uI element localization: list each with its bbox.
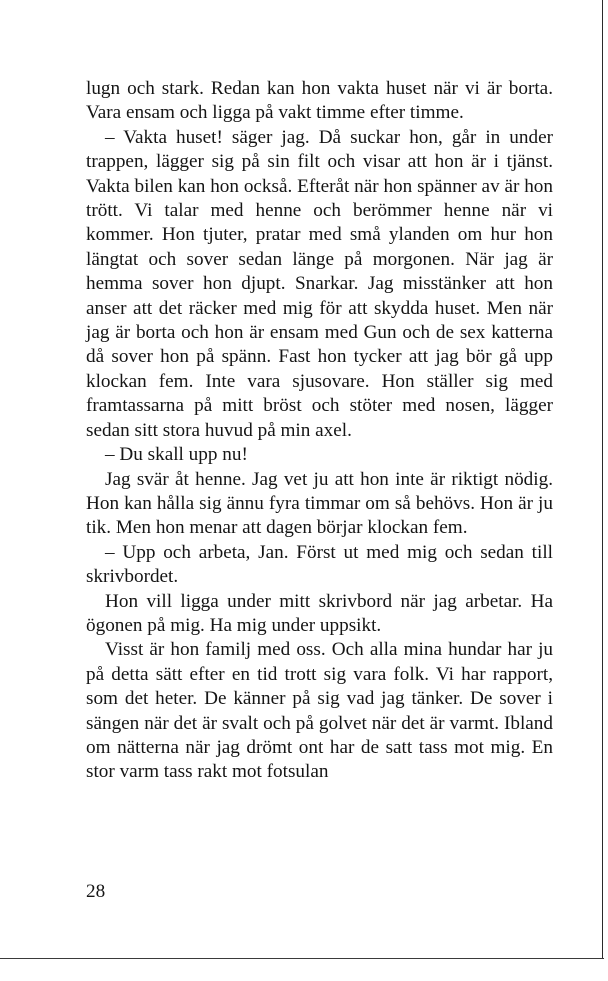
paragraph: lugn och stark. Redan kan hon vakta huset när vi är borta. Vara ensam och ligga på vakt timme efter timme. bbox=[86, 78, 553, 124]
paragraph: – Vakta huset! säger jag. Då suckar hon, går in under trappen, lägger sig på sin filt och visar att hon är i tjänst. Vakta bilen kan hon också. Efteråt när hon spänner av är hon trött. Vi talar med henne och berömmer henne när vi kommer. Hon tjuter, pratar med små ylanden om hur hon längtat och sover sedan länge på morgonen. När jag är hemma sover hon djupt. Snarkar. Jag misstänker att hon anser att det räcker med mig för att skydda huset. Men när jag är borta och hon är ensam med Gun och de sex katterna då sover hon på spänn. Fast hon tycker att jag bör gå upp klockan fem. Inte vara sjusovare. Hon ställer sig med framtassarna på mitt bröst och stöter med nosen, lägger sedan sitt stora huvud på min axel. bbox=[86, 126, 553, 441]
page-number: 28 bbox=[86, 881, 106, 902]
page-edge-bottom bbox=[0, 958, 604, 959]
paragraph: Jag svär åt henne. Jag vet ju att hon inte är riktigt nödig. Hon kan hålla sig ännu fyra timmar om så behövs. Hon är ju tik. Men hon menar att dagen börjar klockan fem. bbox=[86, 468, 553, 539]
paragraph: – Upp och arbeta, Jan. Först ut med mig och sedan till skrivbordet. bbox=[86, 541, 553, 588]
paragraph: – Du skall upp nu! bbox=[105, 444, 248, 466]
paragraph: Hon vill ligga under mitt skrivbord när jag arbetar. Ha ögonen på mig. Ha mig under uppsikt. bbox=[86, 590, 553, 636]
paragraph: Visst är hon familj med oss. Och alla mina hundar har ju på detta sätt efter en tid trott sig vara folk. Vi har rapport, som det heter. De känner på sig vad jag tänker. De sover i sängen när det är svalt och på golvet när det är varmt. Ibland om nätterna när jag drömt ont har de satt tass mot mig. En stor varm tass rakt mot fotsulan bbox=[86, 639, 553, 783]
page-edge-right bbox=[602, 0, 603, 958]
body-text bbox=[86, 77, 553, 785]
